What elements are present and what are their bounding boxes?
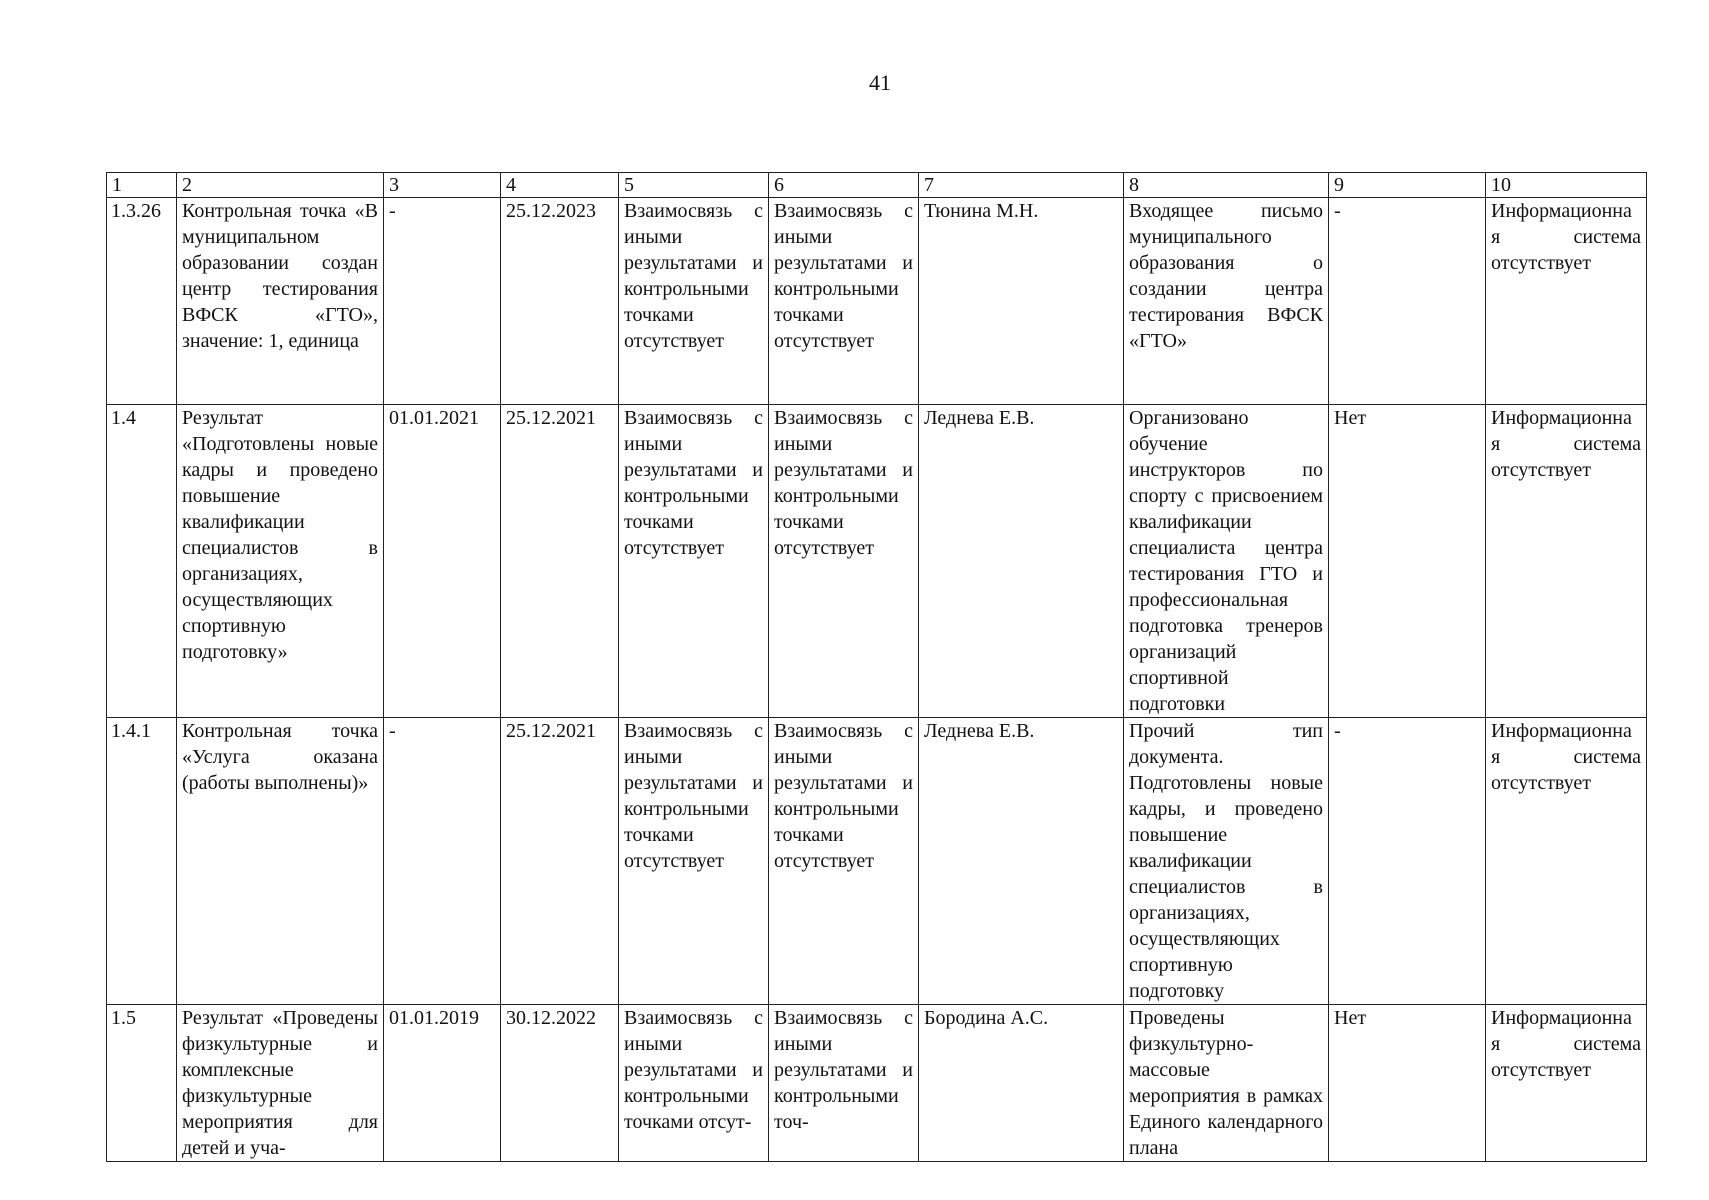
cell-document: Прочий тип документа. Подготовлены новые кадры, и проведено повышение квалификации специалистов в организациях, осуществляющих спортивную подготовку [1124, 718, 1329, 1005]
column-header: 4 [501, 173, 619, 198]
cell-start-date: - [384, 718, 501, 1005]
cell-link-next: Взаимосвязь с иными результатами и контрольными точками отсутствует [769, 718, 919, 1005]
cell-start-date: 01.01.2021 [384, 405, 501, 718]
table-header-row [107, 173, 1647, 198]
cell-link-prev: Взаимосвязь с иными результатами и контрольными точками отсутствует [619, 405, 769, 718]
table-row [107, 405, 1647, 718]
cell-start-date: - [384, 198, 501, 405]
cell-decomposition: - [1329, 198, 1486, 405]
cell-link-prev: Взаимосвязь с иными результатами и контрольными точками отсут- [619, 1005, 769, 1162]
column-header: 7 [919, 173, 1124, 198]
column-header: 2 [177, 173, 384, 198]
cell-document: Входящее письмо муниципального образования о создании центра тестирования ВФСК «ГТО» [1124, 198, 1329, 405]
cell-responsible: Леднева Е.В. [919, 405, 1124, 718]
cell-decomposition: - [1329, 718, 1486, 1005]
cell-link-next: Взаимосвязь с иными результатами и контрольными точками отсутствует [769, 405, 919, 718]
cell-info-system: Информационная система отсутствует [1486, 198, 1647, 405]
cell-responsible: Леднева Е.В. [919, 718, 1124, 1005]
plan-table [106, 172, 1647, 1162]
table-row [107, 198, 1647, 405]
column-header: 9 [1329, 173, 1486, 198]
cell-document: Организовано обучение инструкторов по спорту с присвоением квалификации специалиста центра тестирования ГТО и профессиональная подготовка тренеров организаций спортивной подготовки [1124, 405, 1329, 718]
cell-number: 1.4.1 [107, 718, 177, 1005]
cell-name: Контрольная точка «В муниципальном образовании создан центр тестирования ВФСК «ГТО», значение: 1, единица [177, 198, 384, 405]
cell-name: Результат «Проведены физкультурные и комплексные физкультурные мероприятия для детей и уча- [177, 1005, 384, 1162]
table-row [107, 718, 1647, 1005]
cell-end-date: 25.12.2021 [501, 718, 619, 1005]
column-header: 5 [619, 173, 769, 198]
cell-link-next: Взаимосвязь с иными результатами и контрольными точ- [769, 1005, 919, 1162]
cell-name: Контрольная точка «Услуга оказана (работы выполнены)» [177, 718, 384, 1005]
cell-link-prev: Взаимосвязь с иными результатами и контрольными точками отсутствует [619, 198, 769, 405]
cell-end-date: 25.12.2021 [501, 405, 619, 718]
column-header: 3 [384, 173, 501, 198]
column-header: 10 [1486, 173, 1647, 198]
cell-document: Проведены физкультурно-массовые мероприятия в рамках Единого календарного плана [1124, 1005, 1329, 1162]
column-header: 6 [769, 173, 919, 198]
cell-start-date: 01.01.2019 [384, 1005, 501, 1162]
cell-end-date: 25.12.2023 [501, 198, 619, 405]
cell-number: 1.4 [107, 405, 177, 718]
cell-link-prev: Взаимосвязь с иными результатами и контрольными точками отсутствует [619, 718, 769, 1005]
cell-number: 1.3.26 [107, 198, 177, 405]
cell-decomposition: Нет [1329, 1005, 1486, 1162]
column-header: 1 [107, 173, 177, 198]
table-row [107, 1005, 1647, 1162]
cell-responsible: Бородина А.С. [919, 1005, 1124, 1162]
cell-number: 1.5 [107, 1005, 177, 1162]
cell-end-date: 30.12.2022 [501, 1005, 619, 1162]
column-header: 8 [1124, 173, 1329, 198]
cell-info-system: Информационная система отсутствует [1486, 405, 1647, 718]
page-number: 41 [869, 70, 891, 95]
cell-link-next: Взаимосвязь с иными результатами и контрольными точками отсутствует [769, 198, 919, 405]
cell-info-system: Информационная система отсутствует [1486, 1005, 1647, 1162]
cell-decomposition: Нет [1329, 405, 1486, 718]
cell-info-system: Информационная система отсутствует [1486, 718, 1647, 1005]
cell-name: Результат «Подготовлены новые кадры и проведено повышение квалификации специалистов в организациях, осуществляющих спортивную подготовку» [177, 405, 384, 718]
cell-responsible: Тюнина М.Н. [919, 198, 1124, 405]
